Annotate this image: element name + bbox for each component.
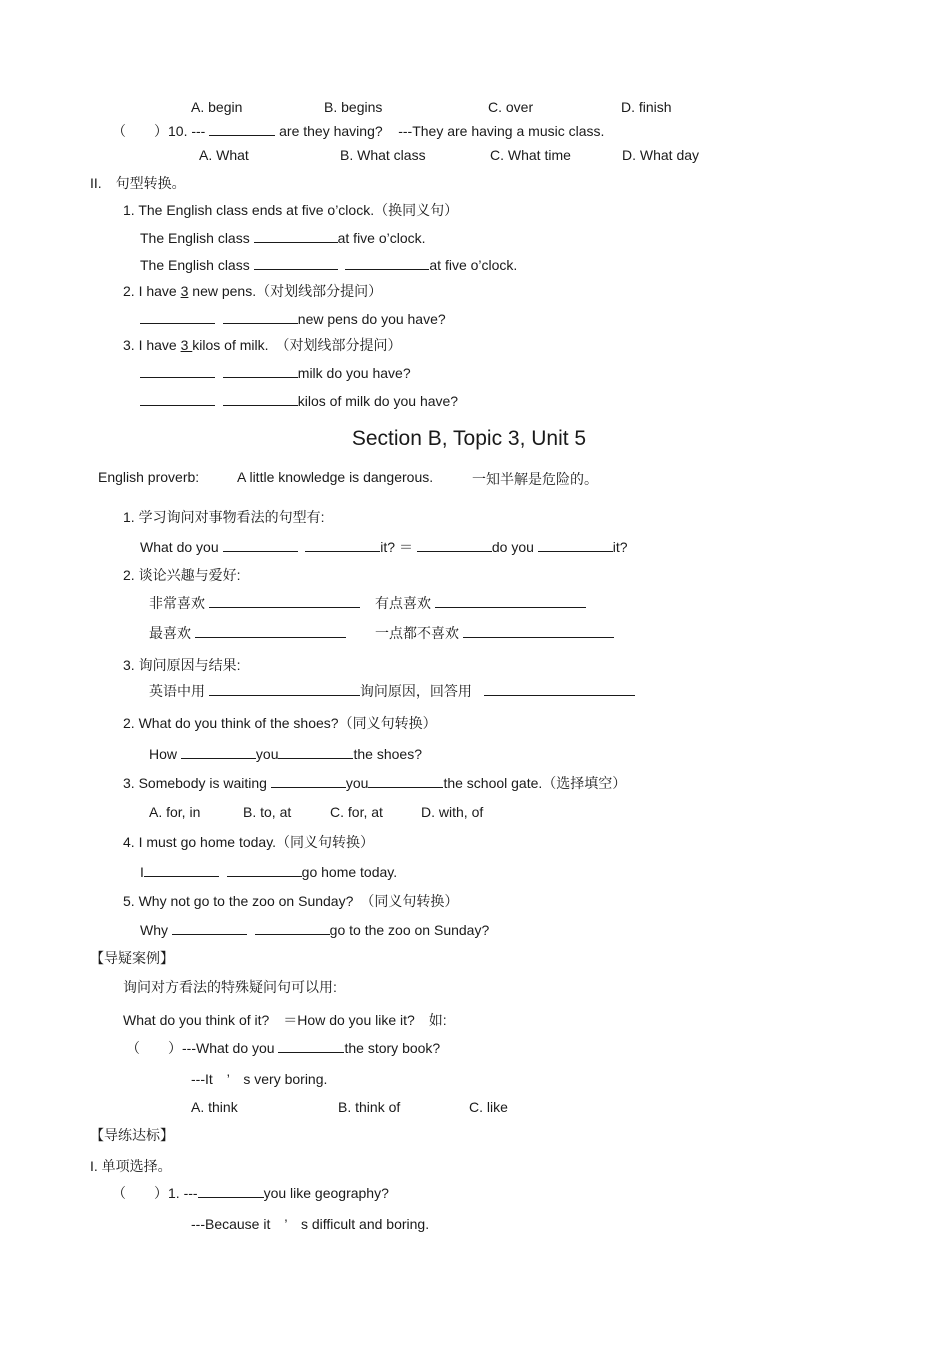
question-text: you like geography?: [263, 1185, 389, 1201]
answer-blank[interactable]: [144, 862, 219, 877]
question-text: new pens.（对划线部分提问）: [188, 283, 383, 299]
case-option-b: B. think of: [338, 1099, 401, 1115]
answer-text: you: [255, 746, 279, 762]
answer-paren: （ ）: [112, 1185, 168, 1201]
proverb-english: A little knowledge is dangerous.: [237, 469, 434, 485]
question-text: the school gate.（选择填空）: [443, 775, 627, 791]
exercise-question: 2. What do you think of the shoes?（同义句转换）: [123, 715, 437, 731]
question-reply: ---They are having a music class.: [398, 123, 605, 139]
exercise-question: [123, 773, 626, 792]
drill-answer: ---Because it ’ s difficult and boring.: [191, 1216, 430, 1232]
case-option-a: A. think: [191, 1099, 238, 1115]
answer-line: [149, 623, 346, 642]
answer-text: the shoes?: [353, 746, 422, 762]
answer-blank[interactable]: [255, 920, 330, 935]
answer-line: [140, 255, 517, 274]
question-number: 10. ---: [168, 123, 206, 139]
case-question: [126, 1038, 440, 1057]
answer-line: [149, 681, 635, 700]
e3-option-c: C. for, at: [330, 804, 383, 820]
q9-option-c: C. over: [488, 99, 534, 115]
proverb-chinese: 一知半解是危险的。: [472, 471, 598, 487]
question-text: 2. I have: [123, 283, 181, 299]
answer-text: 英语中用: [149, 683, 205, 699]
q9-option-b: B. begins: [324, 99, 383, 115]
answer-blank[interactable]: [278, 744, 353, 759]
answer-blank[interactable]: [435, 593, 586, 608]
e3-option-a: A. for, in: [149, 804, 201, 820]
drill-subheading: I. 单项选择。: [90, 1158, 172, 1174]
answer-line: [149, 593, 360, 612]
e3-option-d: D. with, of: [421, 804, 484, 820]
answer-text: new pens do you have?: [297, 311, 446, 327]
answer-blank[interactable]: [538, 537, 613, 552]
answer-text: 有点喜欢: [375, 595, 431, 611]
drill-heading: 【导练达标】: [90, 1127, 174, 1143]
q10-option-b: B. What class: [340, 147, 426, 163]
answer-text: The English class: [140, 257, 250, 273]
answer-blank[interactable]: [223, 391, 298, 406]
answer-text: do you: [491, 539, 534, 555]
question-text: kilos of milk. （对划线部分提问）: [192, 337, 402, 353]
question-text: you: [345, 775, 369, 791]
q10-option-c: C. What time: [490, 147, 571, 163]
answer-blank[interactable]: [209, 681, 360, 696]
answer-blank[interactable]: [198, 1183, 264, 1198]
answer-line: [140, 920, 489, 939]
answer-text: The English class: [140, 230, 250, 246]
answer-blank[interactable]: [209, 121, 275, 136]
exercise-question: [123, 282, 382, 300]
answer-blank[interactable]: [140, 391, 215, 406]
answer-blank[interactable]: [463, 623, 614, 638]
answer-line: [140, 363, 411, 382]
answer-blank[interactable]: [227, 862, 302, 877]
question-10: [112, 121, 604, 140]
question-text: ---What do you: [182, 1040, 275, 1056]
question-text: 1. ---: [168, 1185, 198, 1201]
answer-blank[interactable]: [172, 920, 247, 935]
answer-blank[interactable]: [181, 744, 256, 759]
answer-line: [375, 593, 586, 612]
answer-blank[interactable]: [417, 537, 492, 552]
answer-line: [140, 228, 426, 247]
answer-line: [140, 537, 628, 556]
q9-option-a: A. begin: [191, 99, 243, 115]
answer-blank[interactable]: [305, 537, 380, 552]
question-text: 3. Somebody is waiting: [123, 775, 267, 791]
answer-text: 最喜欢: [149, 625, 191, 641]
underlined-number: 3: [180, 337, 193, 353]
answer-text: I: [140, 864, 144, 880]
answer-text: 一点都不喜欢: [375, 625, 459, 641]
answer-text: What do you: [140, 539, 219, 555]
answer-blank[interactable]: [223, 363, 298, 378]
answer-line: [375, 623, 614, 642]
answer-line: [140, 309, 446, 328]
e3-option-b: B. to, at: [243, 804, 292, 820]
answer-blank[interactable]: [140, 309, 215, 324]
answer-text: Why: [140, 922, 168, 938]
learning-point-title: 2. 谈论兴趣与爱好:: [123, 567, 241, 583]
question-text: the story book?: [344, 1040, 441, 1056]
q10-option-d: D. What day: [622, 147, 700, 163]
answer-blank[interactable]: [345, 255, 429, 270]
exercise-question: 5. Why not go to the zoo on Sunday? （同义句转换）: [123, 893, 459, 909]
exercise-question: 1. The English class ends at five o’clock.（换同义句）: [123, 202, 459, 218]
q9-option-d: D. finish: [621, 99, 672, 115]
underlined-number: 3: [180, 283, 189, 299]
drill-question: [112, 1183, 389, 1202]
answer-text: 非常喜欢: [149, 595, 205, 611]
answer-text: kilos of milk do you have?: [297, 393, 459, 409]
answer-blank[interactable]: [271, 773, 346, 788]
question-text: 3. I have: [123, 337, 181, 353]
answer-paren: （ ）: [112, 123, 168, 139]
answer-paren: （ ）: [126, 1040, 182, 1056]
answer-text: 询问原因，回答用: [359, 683, 472, 699]
answer-text: it? ＝: [380, 539, 413, 555]
case-pattern: What do you think of it? ＝How do you like it? 如:: [123, 1012, 447, 1028]
case-answer: ---It ’ s very boring.: [191, 1071, 328, 1087]
answer-text: at five o’clock.: [337, 230, 426, 246]
learning-point-title: 3. 询问原因与结果:: [123, 657, 241, 673]
case-option-c: C. like: [469, 1099, 508, 1115]
answer-text: go home today.: [301, 864, 398, 880]
answer-blank[interactable]: [254, 228, 338, 243]
answer-line: [140, 391, 458, 410]
case-intro: 询问对方看法的特殊疑问句可以用:: [123, 979, 337, 995]
answer-text: How: [149, 746, 178, 762]
learning-point-title: 1. 学习询问对事物看法的句型有:: [123, 509, 325, 525]
proverb-label: English proverb:: [98, 469, 200, 485]
answer-text: it?: [612, 539, 628, 555]
question-text: are they having?: [279, 123, 383, 139]
answer-text: milk do you have?: [297, 365, 411, 381]
answer-text: at five o’clock.: [429, 257, 518, 273]
answer-blank[interactable]: [484, 681, 635, 696]
answer-blank[interactable]: [223, 537, 298, 552]
exercise-question: 4. I must go home today.（同义句转换）: [123, 834, 375, 850]
answer-line: [149, 744, 422, 763]
answer-blank[interactable]: [223, 309, 298, 324]
case-heading: 【导疑案例】: [90, 950, 174, 966]
exercise-question: [123, 336, 402, 354]
answer-line: [140, 862, 397, 881]
answer-blank[interactable]: [195, 623, 346, 638]
q10-option-a: A. What: [199, 147, 249, 163]
section-heading: II. 句型转换。: [90, 175, 186, 191]
answer-blank[interactable]: [368, 773, 443, 788]
answer-blank[interactable]: [140, 363, 215, 378]
answer-text: go to the zoo on Sunday?: [329, 922, 490, 938]
answer-blank[interactable]: [278, 1038, 344, 1053]
section-title: Section B, Topic 3, Unit 5: [351, 427, 587, 450]
answer-blank[interactable]: [209, 593, 360, 608]
answer-blank[interactable]: [254, 255, 338, 270]
